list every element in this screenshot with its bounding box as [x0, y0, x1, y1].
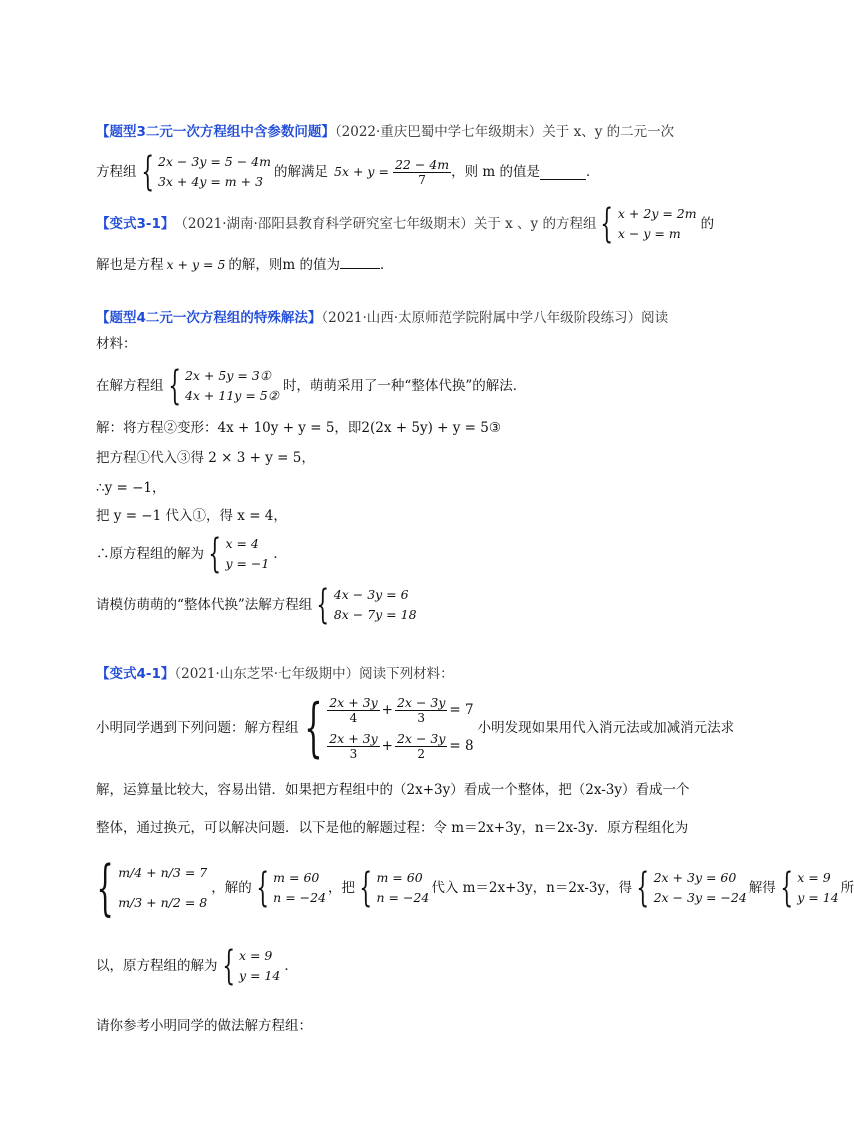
v41-eq2	[327, 728, 473, 764]
v31-source: （2021·湖南·邵阳县教育科学研究室七年级期末）关于 x 、y 的方程组	[174, 216, 597, 232]
q3-source: （2022·重庆巴蜀中学七年级期末）关于 x、y 的二元一次	[334, 124, 675, 140]
v41-s4	[654, 868, 747, 908]
v31-brace: {	[600, 201, 614, 247]
v41-t2: ，把	[328, 880, 356, 896]
q4-l8-post: ．	[273, 546, 287, 562]
v41-s4-eq1: 2x + 3y = 60	[653, 870, 737, 885]
q4-l3-pre: 在解方程组	[96, 378, 164, 394]
v41-f1	[327, 696, 379, 725]
v41-f2-num: 2x − 3y	[396, 694, 446, 710]
v31-line2	[96, 254, 394, 275]
q3-eq1: 2x − 3y = 5 − 4m	[157, 154, 271, 169]
v41-line1	[96, 664, 454, 684]
v41-line5	[92, 853, 854, 923]
v41-s5-eq1: x = 9	[797, 870, 831, 885]
v41-brace: {	[303, 691, 323, 765]
v31-line2-post: 的解，则m 的值为	[228, 257, 340, 273]
q4-line9	[96, 582, 417, 628]
v41-line7: 请你参考小明同学的做法解方程组：	[96, 1018, 312, 1034]
v41-s5-eq2: y = 14	[797, 890, 839, 905]
q3-answer-blank[interactable]	[540, 165, 586, 180]
v31-line2-pre: 解也是方程	[96, 257, 164, 273]
q4-line5: 把方程①代入③得 2 × 3 + y = 5，	[96, 450, 315, 466]
q4-l8-brace: {	[208, 531, 222, 577]
q4-line2: 材料：	[96, 336, 137, 352]
v41-s1	[118, 858, 207, 918]
v41-t1: ，解的	[211, 880, 252, 896]
q4-l3-post: 时，萌萌采用了一种“整体代换”的解法．	[282, 378, 527, 394]
v41-line3: 解，运算量比较大，容易出错．如果把方程组中的（2x+3y）看成一个整体，把（2x-3y）看成一个	[96, 782, 690, 798]
v41-l2-pre: 小明同学遇到下列问题：解方程组	[96, 720, 299, 736]
q3-line2-end: ．	[585, 164, 600, 180]
v41-f4	[395, 732, 447, 761]
q3-system	[158, 152, 271, 192]
q4-tag: 【题型4二元一次方程组的特殊解法】	[96, 310, 322, 326]
q4-line7: 把 y = −1 代入①，得 x = 4，	[96, 508, 287, 524]
q4-source: （2021·山西·太原师范学院附属中学八年级阶段练习）阅读	[321, 310, 669, 326]
v41-line4: 整体，通过换元，可以解决问题．以下是他的解题过程：令 m＝2x+3y，n＝2x-3y．原方程组化为	[96, 820, 689, 836]
v41-s1-eq2: m/3 + n/2 = 8	[118, 895, 208, 910]
v31-cond: x + y = 5	[166, 257, 226, 272]
v31-eq2: x − y = m	[617, 226, 681, 241]
q4-l3-eq2: 4x + 11y = 5②	[184, 388, 279, 403]
q4-line4: 解：将方程②变形：4x + 10y + y = 5，即2(2x + 5y) + y = 5③	[96, 420, 501, 436]
q4-line6: ∴y = −1，	[96, 480, 166, 496]
v41-s3-eq1: m = 60	[376, 870, 423, 885]
q4-l3-eq1: 2x + 5y = 3①	[184, 368, 271, 383]
v41-s5	[797, 868, 838, 908]
v41-s1-eq1: m/4 + n/3 = 7	[118, 865, 208, 880]
q4-l9-brace: {	[316, 582, 330, 628]
q3-frac	[393, 158, 451, 187]
q4-l8-eq2: y = −1	[225, 556, 270, 571]
q4-line8	[96, 531, 287, 577]
v41-r1: = 7	[449, 702, 474, 718]
v41-s3-eq2: n = −24	[376, 890, 430, 905]
v41-s2-eq2: n = −24	[273, 890, 327, 905]
v41-s5-brace: {	[780, 865, 793, 911]
v41-eq1	[327, 692, 473, 728]
v31-system	[618, 204, 697, 244]
v41-t4: 解得	[748, 880, 776, 896]
v41-t3: 代入 m＝2x+3y，n＝2x-3y，得	[431, 880, 633, 896]
v31-line2-end: ．	[380, 257, 394, 273]
q4-l3-brace: {	[167, 363, 181, 409]
v41-source: （2021·山东芝罘·七年级期中）阅读下列材料：	[174, 666, 454, 682]
q4-l9-pre: 请模仿萌萌的“整体代换”法解方程组	[96, 597, 313, 613]
v41-s2-brace: {	[256, 865, 269, 911]
q3-line1	[96, 122, 674, 142]
q3-line2-mid: 的解满足	[274, 164, 328, 180]
v41-f3-num: 2x + 3y	[329, 730, 378, 746]
v41-s3	[376, 868, 429, 908]
q4-l8-system	[225, 534, 269, 574]
v41-t5: 所	[840, 880, 854, 896]
v41-l6-brace: {	[221, 943, 235, 989]
v41-l6-eq2: y = 14	[238, 968, 281, 983]
v41-s4-eq2: 2x − 3y = −24	[653, 890, 747, 905]
q3-tag: 【题型3二元一次方程组中含参数问题】	[96, 124, 335, 140]
v41-f3	[327, 732, 379, 761]
v41-line2	[96, 692, 734, 764]
q4-l9-eq1: 4x − 3y = 6	[333, 587, 409, 602]
v41-f1-den: 4	[349, 710, 358, 725]
q3-line2	[96, 149, 600, 195]
q3-brace: {	[140, 149, 154, 195]
v41-plus1: +	[381, 702, 393, 718]
v41-f4-den: 2	[417, 746, 425, 761]
v41-f1-num: 2x + 3y	[329, 694, 378, 710]
q4-l3-system	[185, 366, 279, 406]
q4-l9-system	[334, 585, 417, 625]
v41-s3-brace: {	[359, 865, 373, 911]
v41-r2: = 8	[449, 738, 474, 754]
v41-s2-eq1: m = 60	[273, 870, 320, 885]
v31-line1	[96, 201, 715, 247]
v41-s4-brace: {	[636, 865, 650, 911]
v41-l6-eq1: x = 9	[238, 948, 273, 963]
v41-tag: 【变式4-1】	[96, 666, 175, 682]
v41-l6-pre: 以，原方程组的解为	[96, 958, 218, 974]
v41-l2-post: 小明发现如果用代入消元法或加减消元法求	[477, 720, 735, 736]
v41-f2	[395, 696, 447, 725]
q4-line1	[96, 308, 668, 328]
q4-l8-eq1: x = 4	[225, 536, 259, 551]
v41-s1-brace: {	[96, 853, 114, 923]
v41-f3-den: 3	[349, 746, 358, 761]
v31-answer-blank[interactable]	[340, 254, 380, 269]
v41-system	[327, 692, 473, 764]
q4-l9-eq2: 8x − 7y = 18	[333, 607, 417, 622]
q3-cond: 5x + y =	[334, 164, 389, 179]
v31-post: 的	[700, 216, 715, 232]
v41-l6-post: ．	[284, 958, 298, 974]
v31-eq1: x + 2y = 2m	[617, 206, 697, 221]
q4-l8-pre: ∴原方程组的解为	[96, 546, 204, 562]
q3-frac-num: 22 − 4m	[394, 156, 450, 172]
q3-line2-pre: 方程组	[96, 164, 137, 180]
q4-line3	[96, 363, 527, 409]
q3-line2-post: ，则 m 的值是	[451, 164, 540, 180]
v41-line6	[96, 943, 298, 989]
v41-f2-den: 3	[417, 710, 425, 725]
v31-tag: 【变式3-1】	[96, 216, 175, 232]
q3-eq2: 3x + 4y = m + 3	[157, 174, 264, 189]
v41-l6-system	[239, 946, 280, 986]
v41-plus2: +	[381, 738, 393, 754]
q3-frac-den: 7	[418, 172, 426, 187]
v41-s2	[273, 868, 326, 908]
v41-f4-num: 2x − 3y	[396, 730, 446, 746]
